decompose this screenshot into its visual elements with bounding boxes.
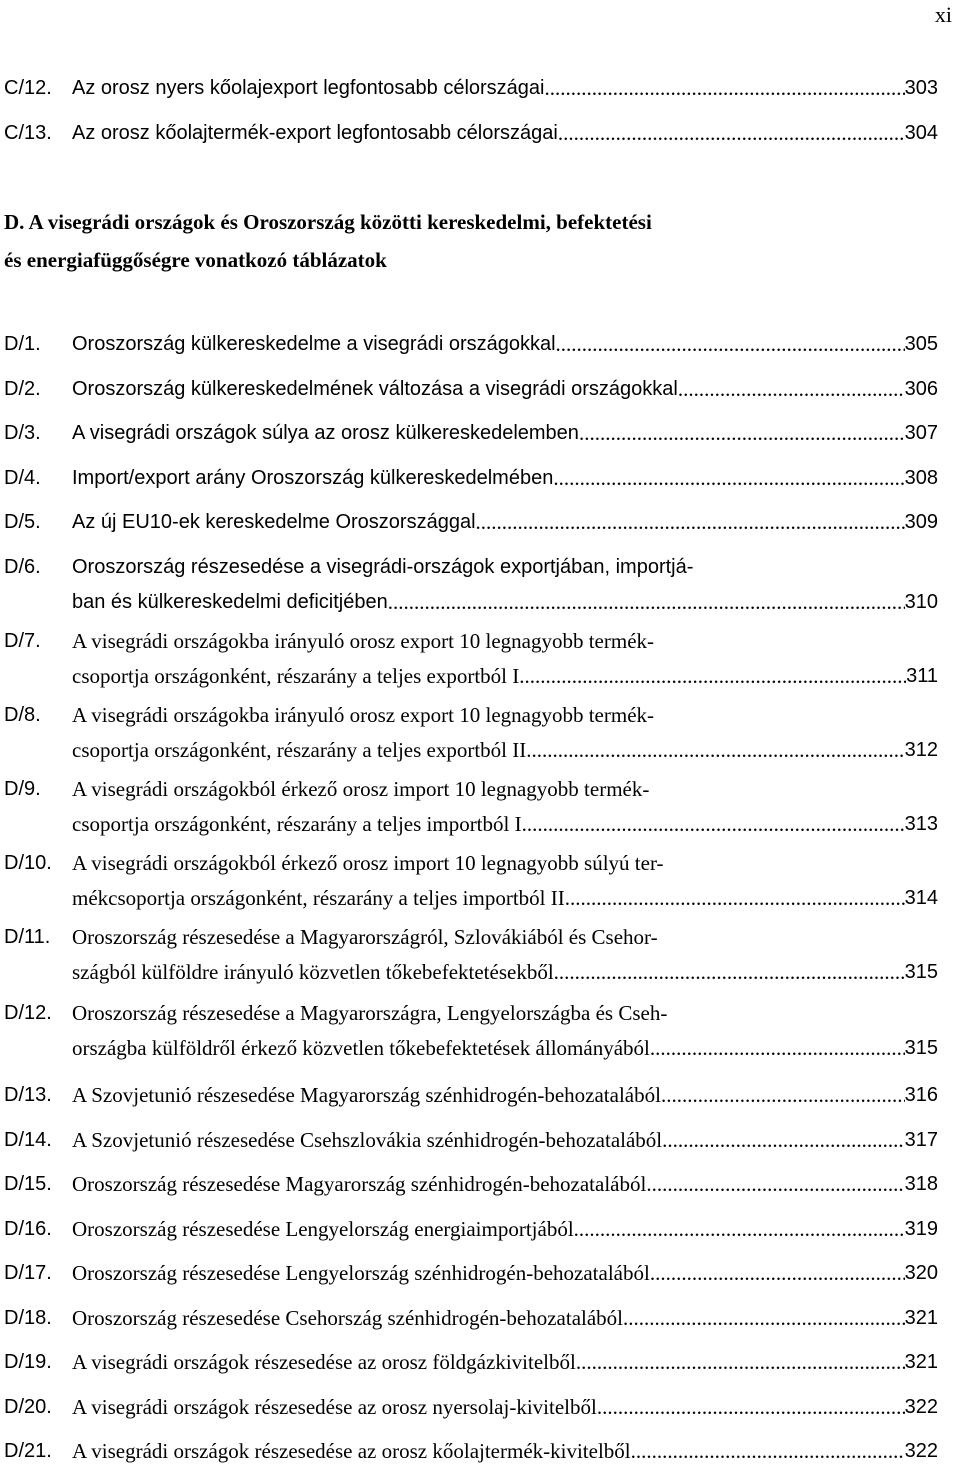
entry-title: Oroszország részesedése a Magyarországról, Szlovákiából és Csehor- — [72, 925, 658, 949]
entry-code: D/3. — [4, 422, 41, 444]
entry-page: 315 — [904, 961, 938, 983]
entry-code: D/13. — [4, 1084, 52, 1106]
entry-code: C/13. — [4, 122, 52, 144]
entry-title-cont: ban és külkereskedelmi deficitjében — [72, 591, 388, 613]
entry-code: D/7. — [4, 630, 41, 652]
leader-dots — [532, 733, 905, 768]
toc-entry-d10[interactable] — [4, 846, 938, 916]
toc-entry-d1[interactable] — [4, 327, 938, 362]
toc-entry-d4[interactable] — [4, 461, 938, 496]
entry-code: D/14. — [4, 1129, 52, 1151]
entry-page: 310 — [904, 591, 938, 613]
entry-title: Az új EU10-ek kereskedelme Oroszországgal — [72, 511, 476, 533]
entry-page: 320 — [904, 1262, 938, 1284]
entry-code: D/19. — [4, 1351, 52, 1373]
leader-dots — [476, 505, 905, 540]
toc-entry-d14[interactable] — [4, 1123, 938, 1158]
leader-dots — [650, 1031, 905, 1066]
entry-code: D/12. — [4, 1002, 52, 1024]
entry-page: 321 — [904, 1307, 938, 1329]
leader-dots — [579, 416, 905, 451]
entry-title: A visegrádi országok részesedése az orosz földgázkivitelből — [72, 1350, 576, 1374]
toc-entry-c12[interactable] — [4, 71, 938, 106]
entry-title: Az orosz nyers kőolajexport legfontosabb célországai — [72, 77, 545, 99]
toc-entry-d21[interactable] — [4, 1434, 938, 1469]
toc-entry-d2[interactable] — [4, 372, 938, 407]
entry-page: 322 — [904, 1440, 938, 1462]
toc-entry-d18[interactable] — [4, 1301, 938, 1336]
toc-entry-d16[interactable] — [4, 1212, 938, 1247]
entry-page: 316 — [904, 1084, 938, 1106]
entry-page: 306 — [904, 378, 938, 400]
toc-entry-d12[interactable] — [4, 996, 938, 1066]
entry-code: D/1. — [4, 333, 41, 355]
entry-code: D/5. — [4, 511, 41, 533]
entry-code: D/16. — [4, 1218, 52, 1240]
entry-title: Oroszország részesedése Lengyelország szénhidrogén-behozatalából — [72, 1261, 650, 1285]
entry-title-cont: csoportja országonként, részarány a teljes exportból I. — [72, 664, 525, 688]
leader-dots — [623, 1301, 905, 1336]
entry-page: 312 — [904, 739, 938, 761]
entry-title: Import/export arány Oroszország külkereskedelmében — [72, 467, 554, 489]
leader-dots — [570, 881, 905, 916]
entry-page: 314 — [904, 887, 938, 909]
entry-title: A Szovjetunió részesedése Csehszlovákia szénhidrogén-behozatalából — [72, 1128, 663, 1152]
entry-page: 305 — [904, 333, 938, 355]
entry-page: 317 — [904, 1129, 938, 1151]
entry-title-cont: csoportja országonként, részarány a teljes exportból II. — [72, 738, 532, 762]
entry-title: Oroszország külkereskedelmének változása a visegrádi országokkal — [72, 378, 678, 400]
leader-dots — [678, 372, 905, 407]
leader-dots — [631, 1434, 905, 1469]
leader-dots — [662, 1123, 904, 1158]
entry-code: D/2. — [4, 378, 41, 400]
toc-entry-d9[interactable] — [4, 772, 938, 842]
entry-title-cont: országba külföldről érkező közvetlen tőkebefektetések állományából — [72, 1036, 650, 1060]
entry-code: D/15. — [4, 1173, 52, 1195]
entry-page: 311 — [906, 665, 938, 687]
toc-entry-d20[interactable] — [4, 1390, 938, 1425]
entry-code: D/18. — [4, 1307, 52, 1329]
leader-dots — [525, 659, 907, 694]
leader-dots — [554, 955, 905, 990]
leader-dots — [646, 1167, 904, 1202]
entry-title-cont: szágból külföldre irányuló közvetlen tőkebefektetésekből — [72, 960, 554, 984]
entry-page: 315 — [904, 1037, 938, 1059]
entry-page: 303 — [904, 77, 938, 99]
entry-code: D/8. — [4, 704, 41, 726]
leader-dots — [388, 585, 905, 620]
entry-title: Oroszország külkereskedelme a visegrádi országokkal — [72, 333, 556, 355]
entry-title: Oroszország részesedése Magyarország szénhidrogén-behozatalából — [72, 1172, 647, 1196]
toc-entry-d6[interactable] — [4, 550, 938, 620]
entry-code: D/9. — [4, 778, 41, 800]
entry-title: Az orosz kőolajtermék-export legfontosabb célországai — [72, 122, 558, 144]
entry-title: Oroszország részesedése a Magyarországra, Lengyelországba és Cseh- — [72, 1001, 668, 1025]
section-heading-line-1: D. A visegrádi országok és Oroszország közötti kereskedelmi, befektetési — [4, 210, 652, 234]
entry-title: A visegrádi országokból érkező orosz import 10 legnagyobb súlyú ter- — [72, 851, 664, 875]
entry-code: D/11. — [4, 926, 51, 948]
toc-entry-d7[interactable] — [4, 624, 938, 694]
entry-page: 318 — [904, 1173, 938, 1195]
leader-dots — [544, 71, 904, 106]
entry-page: 309 — [904, 511, 938, 533]
entry-page: 322 — [904, 1396, 938, 1418]
toc-entry-d5[interactable] — [4, 505, 938, 540]
toc-entry-d11[interactable] — [4, 920, 938, 990]
entry-code: D/21. — [4, 1440, 52, 1462]
section-heading — [4, 203, 904, 279]
entry-code: D/10. — [4, 852, 52, 874]
leader-dots — [558, 116, 905, 151]
entry-title-cont: csoportja országonként, részarány a teljes importból I. — [72, 812, 527, 836]
leader-dots — [553, 461, 904, 496]
entry-code: D/20. — [4, 1396, 52, 1418]
entry-title-cont: mékcsoportja országonként, részarány a teljes importból II. — [72, 886, 570, 910]
entry-title: A visegrádi országok részesedése az orosz kőolajtermék-kivitelből — [72, 1439, 631, 1463]
entry-page: 308 — [904, 467, 938, 489]
leader-dots — [556, 327, 905, 362]
toc-entry-d19[interactable] — [4, 1345, 938, 1380]
entry-title: A visegrádi országokba irányuló orosz export 10 legnagyobb termék- — [72, 629, 655, 653]
entry-page: 304 — [904, 122, 938, 144]
toc-entry-d3[interactable] — [4, 416, 938, 451]
entry-title: A visegrádi országokból érkező orosz import 10 legnagyobb termék- — [72, 777, 650, 801]
entry-page: 313 — [904, 813, 938, 835]
entry-title: Oroszország részesedése Csehország szénhidrogén-behozatalából — [72, 1306, 624, 1330]
leader-dots — [650, 1256, 905, 1291]
entry-title: Oroszország részesedése a visegrádi-országok exportjában, importjá- — [72, 556, 694, 578]
entry-title: Oroszország részesedése Lengyelország energiaimportjából — [72, 1217, 574, 1241]
entry-title: A visegrádi országokba irányuló orosz export 10 legnagyobb termék- — [72, 703, 655, 727]
entry-title: A Szovjetunió részesedése Magyarország szénhidrogén-behozatalából — [72, 1083, 661, 1107]
entry-title: A visegrádi országok súlya az orosz külkereskedelemben — [72, 422, 579, 444]
entry-code: D/6. — [4, 556, 41, 578]
toc-entry-d13[interactable] — [4, 1078, 938, 1113]
leader-dots — [527, 807, 905, 842]
toc-entry-c13[interactable] — [4, 116, 938, 151]
entry-page: 307 — [904, 422, 938, 444]
section-heading-line-2: és energiafüggőségre vonatkozó táblázatok — [4, 248, 387, 272]
toc-entry-d15[interactable] — [4, 1167, 938, 1202]
entry-code: C/12. — [4, 77, 52, 99]
page-number: xi — [934, 2, 952, 27]
entry-title: A visegrádi országok részesedése az orosz nyersolaj-kivitelből — [72, 1395, 597, 1419]
toc-entry-d17[interactable] — [4, 1256, 938, 1291]
entry-code: D/4. — [4, 467, 41, 489]
toc-entry-d8[interactable] — [4, 698, 938, 768]
leader-dots — [576, 1345, 905, 1380]
leader-dots — [597, 1390, 905, 1425]
entry-page: 321 — [904, 1351, 938, 1373]
leader-dots — [574, 1212, 905, 1247]
leader-dots — [661, 1078, 905, 1113]
entry-page: 319 — [904, 1218, 938, 1240]
entry-code: D/17. — [4, 1262, 52, 1284]
